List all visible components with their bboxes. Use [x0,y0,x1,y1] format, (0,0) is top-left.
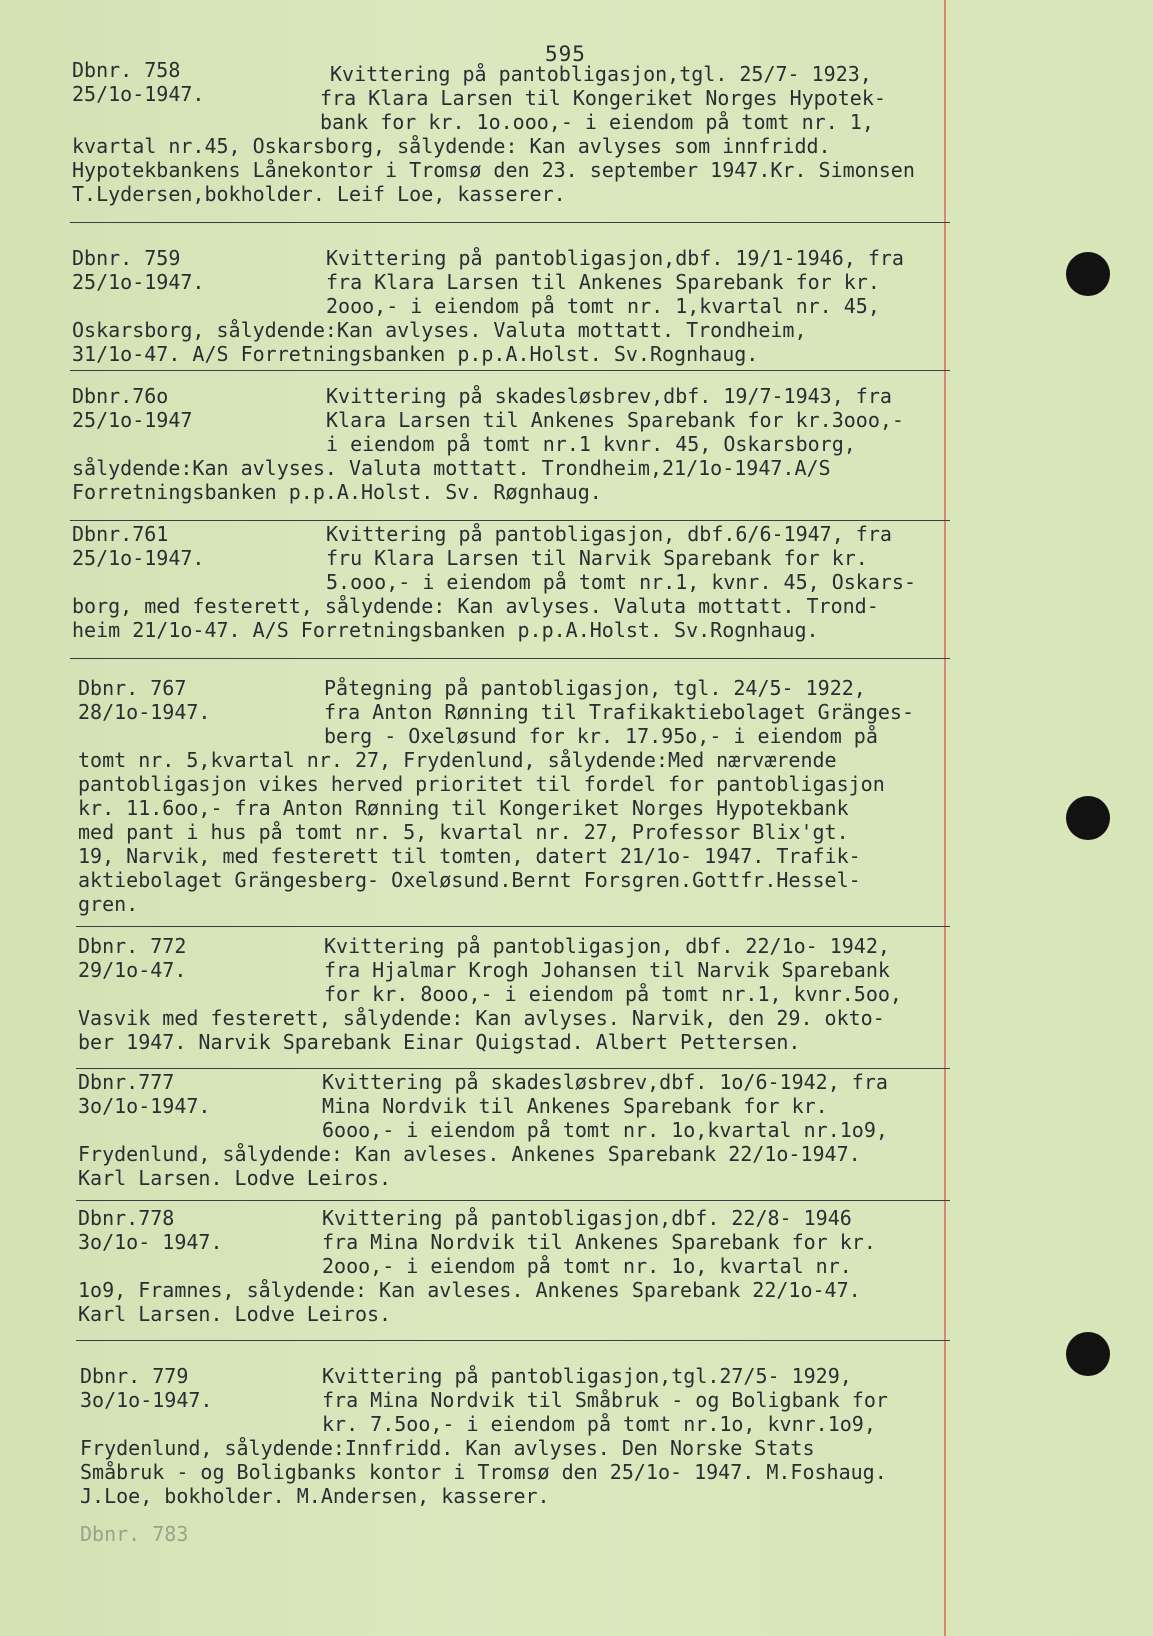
entry-line: fra Klara Larsen til Ankenes Sparebank for kr. [326,270,880,294]
entry-dbnr: Dbnr. 772 [78,934,187,958]
entry-dbnr: Dbnr.777 [78,1070,175,1094]
entry-line: kvartal nr.45, Oskarsborg, sålydende: Kan avlyses som innfridd. [72,134,831,158]
entry-date: 3o/1o- 1947. [78,1230,223,1254]
entry-line: kr. 7.5oo,- i eiendom på tomt nr.1o, kvnr.1o9, [322,1412,876,1436]
entry-line: fra Mina Nordvik til Ankenes Sparebank for kr. [322,1230,876,1254]
entry-line: 6ooo,- i eiendom på tomt nr. 1o,kvartal nr.1o9, [322,1118,888,1142]
entry-divider [70,520,950,521]
entry-line: kr. 11.6oo,- fra Anton Rønning til Kongeriket Norges Hypotekbank [78,796,849,820]
entry-line: T.Lydersen,bokholder. Leif Loe, kasserer. [72,182,566,206]
entry-date: 25/1o-1947. [72,82,205,106]
entry-date: 3o/1o-1947. [80,1388,213,1412]
entry-line: sålydende:Kan avlyses. Valuta mottatt. Trondheim,21/1o-1947.A/S [72,456,831,480]
entry-line: 5.ooo,- i eiendom på tomt nr.1, kvnr. 45, Oskars- [326,570,917,594]
entry-divider [76,1340,950,1341]
entry-line: heim 21/1o-47. A/S Forretningsbanken p.p.A.Holst. Sv.Rognhaug. [72,618,819,642]
entry-dbnr: Dbnr.76o [72,384,169,408]
page-number: 595 [545,42,586,66]
entry-line: Mina Nordvik til Ankenes Sparebank for kr. [322,1094,828,1118]
entry-date: 3o/1o-1947. [78,1094,211,1118]
entry-divider [76,1068,950,1069]
footer-fragment: Dbnr. 783 [80,1522,189,1546]
entry-line: Småbruk - og Boligbanks kontor i Tromsø den 25/1o- 1947. M.Foshaug. [80,1460,887,1484]
entry-dbnr: Dbnr. 779 [80,1364,189,1388]
entry-divider [76,926,950,927]
entry-divider [76,1200,950,1201]
entry-line: fra Hjalmar Krogh Johansen til Narvik Sparebank [324,958,890,982]
entry-line: Kvittering på pantobligasjon,tgl.27/5- 1929, [322,1364,852,1388]
entry-date: 25/1o-1947 [72,408,193,432]
entry-line: Kvittering på pantobligasjon, dbf. 22/1o- 1942, [324,934,890,958]
entry-line: Frydenlund, sålydende:Innfridd. Kan avlyses. Den Norske Stats [80,1436,815,1460]
entry-line: Kvittering på pantobligasjon,dbf. 22/8- 1946 [322,1206,852,1230]
entry-line: 1o9, Framnes, sålydende: Kan avleses. Ankenes Sparebank 22/1o-47. [78,1278,861,1302]
entry-line: tomt nr. 5,kvartal nr. 27, Frydenlund, sålydende:Med nærværende [78,748,837,772]
entry-line: Kvittering på pantobligasjon,dbf. 19/1-1946, fra [326,246,904,270]
entry-line: borg, med festerett, sålydende: Kan avlyses. Valuta mottatt. Trond- [72,594,879,618]
entry-dbnr: Dbnr.761 [72,522,169,546]
entry-line: Hypotekbankens Lånekontor i Tromsø den 23. september 1947.Kr. Simonsen [72,158,915,182]
entry-line: fra Mina Nordvik til Småbruk - og Boligbank for [322,1388,888,1412]
entry-dbnr: Dbnr. 759 [72,246,181,270]
entry-line: Klara Larsen til Ankenes Sparebank for kr.3ooo,- [326,408,904,432]
entry-line: 2ooo,- i eiendom på tomt nr. 1,kvartal nr. 45, [326,294,880,318]
entry-line: Karl Larsen. Lodve Leiros. [78,1166,392,1190]
entry-divider [70,222,950,223]
entry-line: J.Loe, bokholder. M.Andersen, kasserer. [80,1484,550,1508]
entry-line: Karl Larsen. Lodve Leiros. [78,1302,392,1326]
entry-line: Kvittering på pantobligasjon,tgl. 25/7- 1923, [330,62,872,86]
punch-hole-icon [1066,1332,1110,1376]
entry-date: 29/1o-47. [78,958,187,982]
entry-line: berg - Oxeløsund for kr. 17.95o,- i eiendom på [324,724,878,748]
entry-line: bank for kr. 1o.ooo,- i eiendom på tomt nr. 1, [320,110,874,134]
entry-line: i eiendom på tomt nr.1 kvnr. 45, Oskarsborg, [326,432,856,456]
margin-rule [944,0,946,1636]
entry-line: Kvittering på pantobligasjon, dbf.6/6-1947, fra [326,522,892,546]
entry-line: 31/1o-47. A/S Forretningsbanken p.p.A.Holst. Sv.Rognhaug. [72,342,759,366]
entry-line: for kr. 8ooo,- i eiendom på tomt nr.1, kvnr.5oo, [324,982,902,1006]
entry-divider [70,370,950,371]
entry-dbnr: Dbnr. 767 [78,676,187,700]
entry-date: 28/1o-1947. [78,700,211,724]
entry-line: Forretningsbanken p.p.A.Holst. Sv. Røgnhaug. [72,480,602,504]
entry-line: 19, Narvik, med festerett til tomten, datert 21/1o- 1947. Trafik- [78,844,861,868]
entry-line: fru Klara Larsen til Narvik Sparebank for kr. [326,546,868,570]
entry-line: fra Klara Larsen til Kongeriket Norges Hypotek- [320,86,886,110]
entry-dbnr: Dbnr.778 [78,1206,175,1230]
punch-hole-icon [1066,796,1110,840]
entry-line: Oskarsborg, sålydende:Kan avlyses. Valuta mottatt. Trondheim, [72,318,807,342]
entry-line: aktiebolaget Grängesberg- Oxeløsund.Bernt Forsgren.Gottfr.Hessel- [78,868,861,892]
entry-date: 25/1o-1947. [72,270,205,294]
entry-line: ber 1947. Narvik Sparebank Einar Quigstad. Albert Pettersen. [78,1030,801,1054]
entry-line: fra Anton Rønning til Trafikaktiebolaget Gränges- [324,700,915,724]
entry-line: Kvittering på skadesløsbrev,dbf. 19/7-1943, fra [326,384,892,408]
entry-line: Påtegning på pantobligasjon, tgl. 24/5- 1922, [324,676,866,700]
punch-hole-icon [1066,252,1110,296]
entry-line: gren. [78,892,139,916]
entry-dbnr: Dbnr. 758 [72,58,181,82]
entry-line: Vasvik med festerett, sålydende: Kan avlyses. Narvik, den 29. okto- [78,1006,885,1030]
entry-divider [70,658,950,659]
entry-line: Frydenlund, sålydende: Kan avleses. Ankenes Sparebank 22/1o-1947. [78,1142,861,1166]
entry-date: 25/1o-1947. [72,546,205,570]
entry-line: 2ooo,- i eiendom på tomt nr. 1o, kvartal nr. [322,1254,852,1278]
entry-line: med pant i hus på tomt nr. 5, kvartal nr. 27, Professor Blix'gt. [78,820,849,844]
entry-line: pantobligasjon vikes herved prioritet til fordel for pantobligasjon [78,772,885,796]
entry-line: Kvittering på skadesløsbrev,dbf. 1o/6-1942, fra [322,1070,888,1094]
